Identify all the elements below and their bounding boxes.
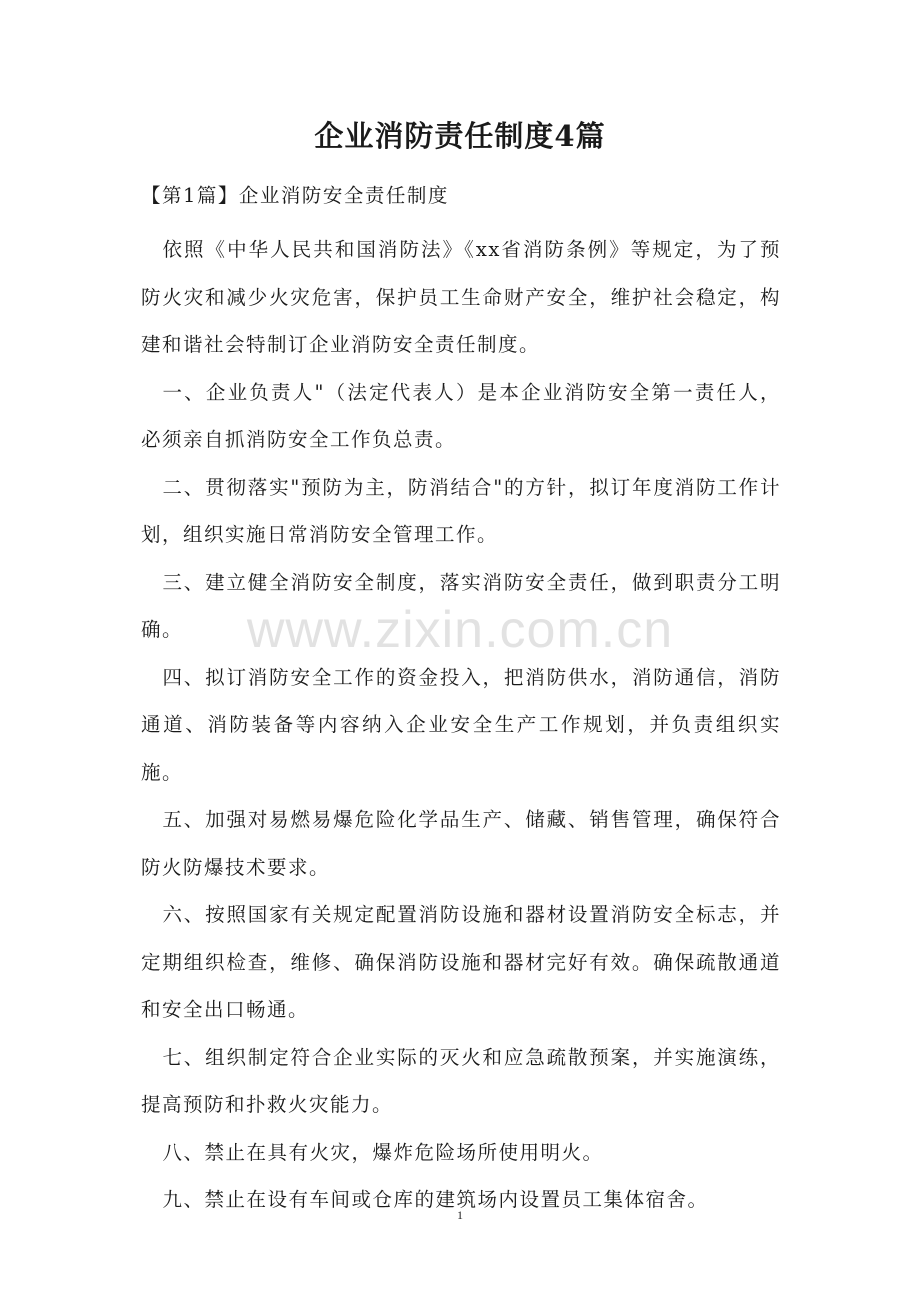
paragraph-intro: 依照《中华人民共和国消防法》《xx省消防条例》等规定，为了预防火灾和减少火灾危害，保护员工生命财产安全，维护社会稳定，构建和谐社会特制订企业消防安全责任制度。 — [141, 238, 781, 356]
paragraph-item-2: 二、贯彻落实"预防为主，防消结合"的方针，拟订年度消防工作计划，组织实施日常消防安全管理工作。 — [141, 475, 781, 546]
paragraph-item-4: 四、拟订消防安全工作的资金投入，把消防供水，消防通信，消防通道、消防装备等内容纳入企业安全生产工作规划，并负责组织实施。 — [141, 665, 781, 784]
document-title: 企业消防责任制度4篇 — [314, 119, 606, 153]
paragraph-item-1: 一、企业负责人"（法定代表人）是本企业消防安全第一责任人，必须亲自抓消防安全工作负总责。 — [141, 380, 781, 451]
paragraph-item-6: 六、按照国家有关规定配置消防设施和器材设置消防安全标志，并定期组织检查，维修、确保消防设施和器材完好有效。确保疏散通道和安全出口畅通。 — [141, 903, 781, 1021]
paragraph-item-9: 九、禁止在设有车间或仓库的建筑场内设置员工集体宿舍。 — [162, 1188, 709, 1211]
paragraph-item-7: 七、组织制定符合企业实际的灭火和应急疏散预案，并实施演练，提高预防和扑救火灾能力。 — [141, 1045, 781, 1116]
document-body — [141, 226, 781, 1224]
watermark: www.zixin.com.cn — [246, 601, 674, 659]
paragraph-item-3: 三、建立健全消防安全制度，落实消防安全责任，做到职责分工明确。 — [141, 570, 781, 641]
page-number: 1 — [457, 1208, 463, 1222]
paragraph-item-8: 八、禁止在具有火灾，爆炸危险场所使用明火。 — [162, 1140, 604, 1164]
paragraph-item-5: 五、加强对易燃易爆危险化学品生产、储藏、销售管理，确保符合防火防爆技术要求。 — [141, 808, 781, 879]
section-heading: 【第1篇】企业消防安全责任制度 — [141, 184, 449, 207]
